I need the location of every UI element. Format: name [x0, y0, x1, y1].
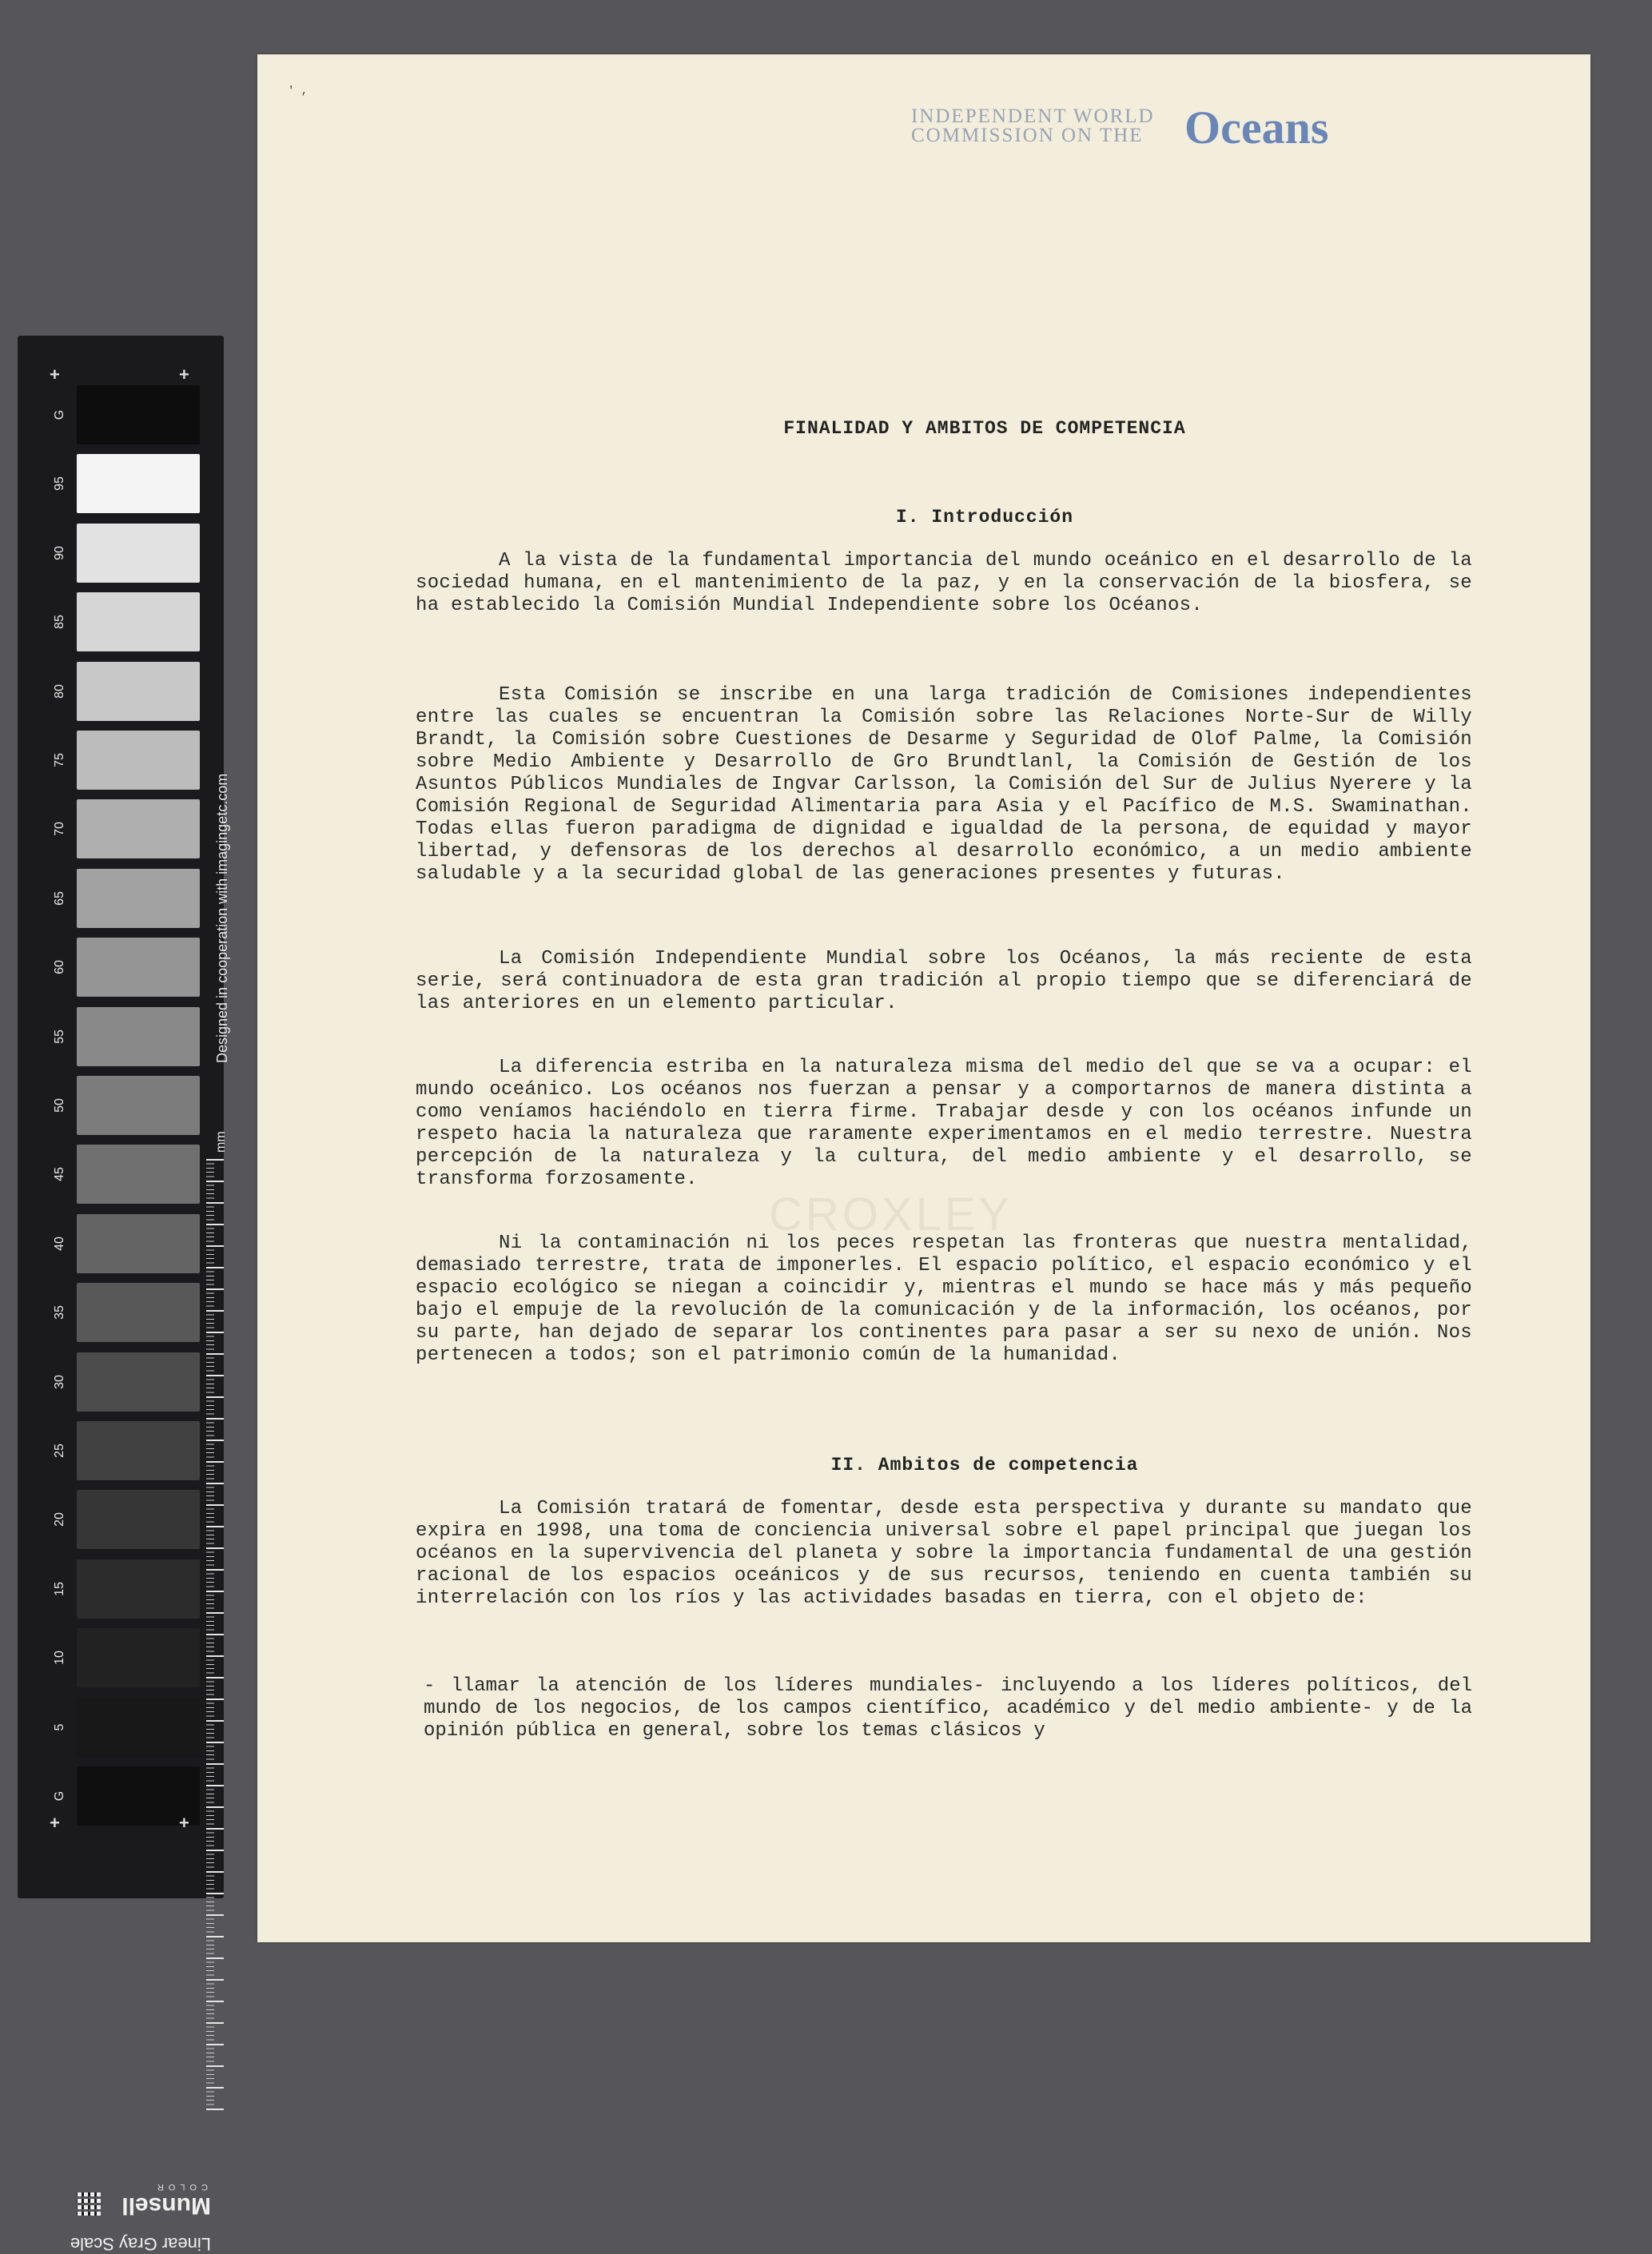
gray-patch — [77, 731, 200, 790]
corner-marks: ' , — [288, 85, 309, 98]
letterhead — [911, 78, 1471, 153]
gray-patch — [77, 799, 200, 858]
gray-patch-label: 25 — [53, 1444, 66, 1458]
paragraph-5: Ni la contaminación ni los peces respetan las fronteras que nuestra mentalidad, demasiado terrestre, trata de imponerles. El espacio político, el espacio económico y el espacio ecológico se niegan a coincidir y, mientras el mundo se hace más y más pequeño bajo el empuje de la revolución de la comunicación y de la información, los océanos, por su parte, han dejado de separar los continentes para pasar a ser su nexo de unión. Nos pertenecen a todos; son el patrimonio común de la humanidad. — [416, 1233, 1472, 1366]
brand-name: Munsell — [121, 2192, 211, 2219]
gray-patch-label: 80 — [53, 683, 66, 699]
gray-patch — [77, 869, 200, 928]
gray-patch-label: 70 — [53, 822, 66, 837]
bullet-item: - llamar la atención de los líderes mundiales- incluyendo a los líderes políticos, del mundo de los negocios, de los campos científico, académico y del medio ambiente- y de la opinión pública en general, sobre los temas clásicos y — [424, 1675, 1472, 1742]
munsell-brand — [67, 2182, 211, 2254]
ruler-unit-label: mm — [214, 1131, 228, 1153]
registration-mark: + — [50, 1813, 60, 1833]
paragraph-1: A la vista de la fundamental importancia del mundo oceánico en el desarrollo de la sociedad humana, en el mantenimiento de la paz, y en la conservación de la biosfera, se ha establecido la Comisión Mundial Independiente sobre los Océanos. — [416, 550, 1472, 616]
gray-patch — [77, 662, 200, 721]
gray-patch — [77, 1628, 200, 1687]
section-2-title: II. Ambitos de competencia — [830, 1455, 1139, 1475]
registration-mark: + — [179, 1813, 189, 1833]
gray-patch-label: 75 — [53, 753, 66, 767]
card-credit: Designed in cooperation with imagingetc.com — [214, 773, 230, 1063]
gray-patch — [77, 592, 200, 651]
gray-patch-label: 95 — [53, 476, 66, 492]
gray-patch-label: 65 — [53, 890, 66, 906]
gray-patch — [77, 385, 200, 444]
section-1-title: I. Introducción — [895, 507, 1074, 528]
gray-patch — [77, 1007, 200, 1066]
paragraph-2: Esta Comisión se inscribe en una larga tradición de Comisiones independientes entre las cuales se encuentran la Comisión sobre las Relaciones Norte-Sur de Willy Brandt, la Comisión sobre Cuestiones de Desarme y Seguridad de Olof Palme, la Comisión sobre Medio Ambiente y Desarrollo de Gro Brundtlanl, la Comisión de Gestión de los Asuntos Públicos Mundiales de Ingvar Carlsson, la Comisión del Sur de Julius Nyerere y la Comisión Regional de Seguridad Alimentaria para Asia y el Pacífico de M.S. Swaminathan. Todas ellas fueron paradigma de dignidad e igualdad de la persona, de equidad y mayor libertad, y defensoras de los derechos al desarrollo económico, a un medio ambiente saludable y a la securidad global de las generaciones presentes y futuras. — [416, 684, 1472, 885]
gray-patch — [77, 1559, 200, 1619]
gray-patch — [77, 1352, 200, 1412]
gray-patch-label: 40 — [53, 1236, 66, 1251]
document-title: FINALIDAD Y AMBITOS DE COMPETENCIA — [783, 418, 1186, 439]
paper-watermark: CROXLEY — [769, 1189, 1013, 1240]
gray-patch-label: 85 — [53, 615, 66, 630]
gray-patch — [77, 1145, 200, 1204]
gray-patch-label: 20 — [53, 1512, 66, 1527]
letterhead-brand: Oceans — [1184, 102, 1329, 153]
gray-patch — [77, 454, 200, 513]
gray-patch-label: 90 — [53, 545, 66, 560]
letterhead-line-1: INDEPENDENT WORLD — [911, 106, 1155, 127]
munsell-logo-icon — [77, 2192, 101, 2216]
gray-patch — [77, 1283, 200, 1342]
gray-patch-label: 55 — [53, 1029, 66, 1044]
document-page — [257, 54, 1590, 1942]
gray-patch-label: G — [53, 1790, 66, 1802]
gray-patch-label: G — [53, 409, 66, 420]
paragraph-3: La Comisión Independiente Mundial sobre los Océanos, la más reciente de esta serie, será continuadora de esta gran tradición al propio tiempo que se diferenciará de las anteriores en un elemento particular. — [416, 948, 1472, 1014]
registration-mark: + — [50, 364, 60, 384]
paragraph-6: La Comisión tratará de fomentar, desde esta perspectiva y durante su mandato que expira en 1998, una toma de conciencia universal sobre el papel principal que juegan los océanos en la supervivencia del planeta y sobre la importancia fundamental de una gestión racional de los espacios oceánicos y de sus recursos, teniendo en cuenta también su interrelación con los ríos y las actividades basadas en tierra, con el objeto de: — [416, 1498, 1472, 1609]
gray-patch — [77, 1698, 200, 1757]
gray-scale-card — [18, 336, 230, 2254]
paragraph-4: La diferencia estriba en la naturaleza misma del medio del que se va a ocupar: el mundo oceánico. Los océanos nos fuerzan a pensar y a comportarnos de manera distinta a como veníamos haciéndolo en tierra firme. Trabajar desde y con los océanos infunde un respeto hacia la naturaleza que raramente experimentamos en el medio terrestre. Nuestra percepción de la naturaleza y la cultura, del medio ambiente y el desarrollo, se transforma forzosamente. — [416, 1057, 1472, 1190]
gray-patch — [77, 1214, 200, 1273]
mm-ruler-major-ticks — [206, 1159, 224, 2110]
gray-patch-label: 10 — [53, 1651, 66, 1666]
gray-patch-label: 30 — [53, 1374, 66, 1389]
gray-patch-label: 5 — [53, 1723, 66, 1731]
brand-sub: COLOR — [152, 2182, 208, 2192]
gray-patch-label: 50 — [53, 1098, 66, 1113]
gray-patch-label: 60 — [53, 960, 66, 975]
registration-mark: + — [179, 364, 189, 384]
gray-patch — [77, 524, 200, 583]
letterhead-line-2: COMMISSION ON THE — [911, 125, 1144, 146]
gray-patch — [77, 1490, 200, 1549]
gray-patch — [77, 1076, 200, 1135]
gray-patch-label: 35 — [53, 1305, 66, 1320]
scale-name: Linear Gray Scale — [70, 2234, 211, 2254]
gray-patch-label: 45 — [53, 1167, 66, 1182]
gray-patch — [77, 938, 200, 997]
gray-patch-label: 15 — [53, 1581, 66, 1596]
gray-patch — [77, 1421, 200, 1480]
